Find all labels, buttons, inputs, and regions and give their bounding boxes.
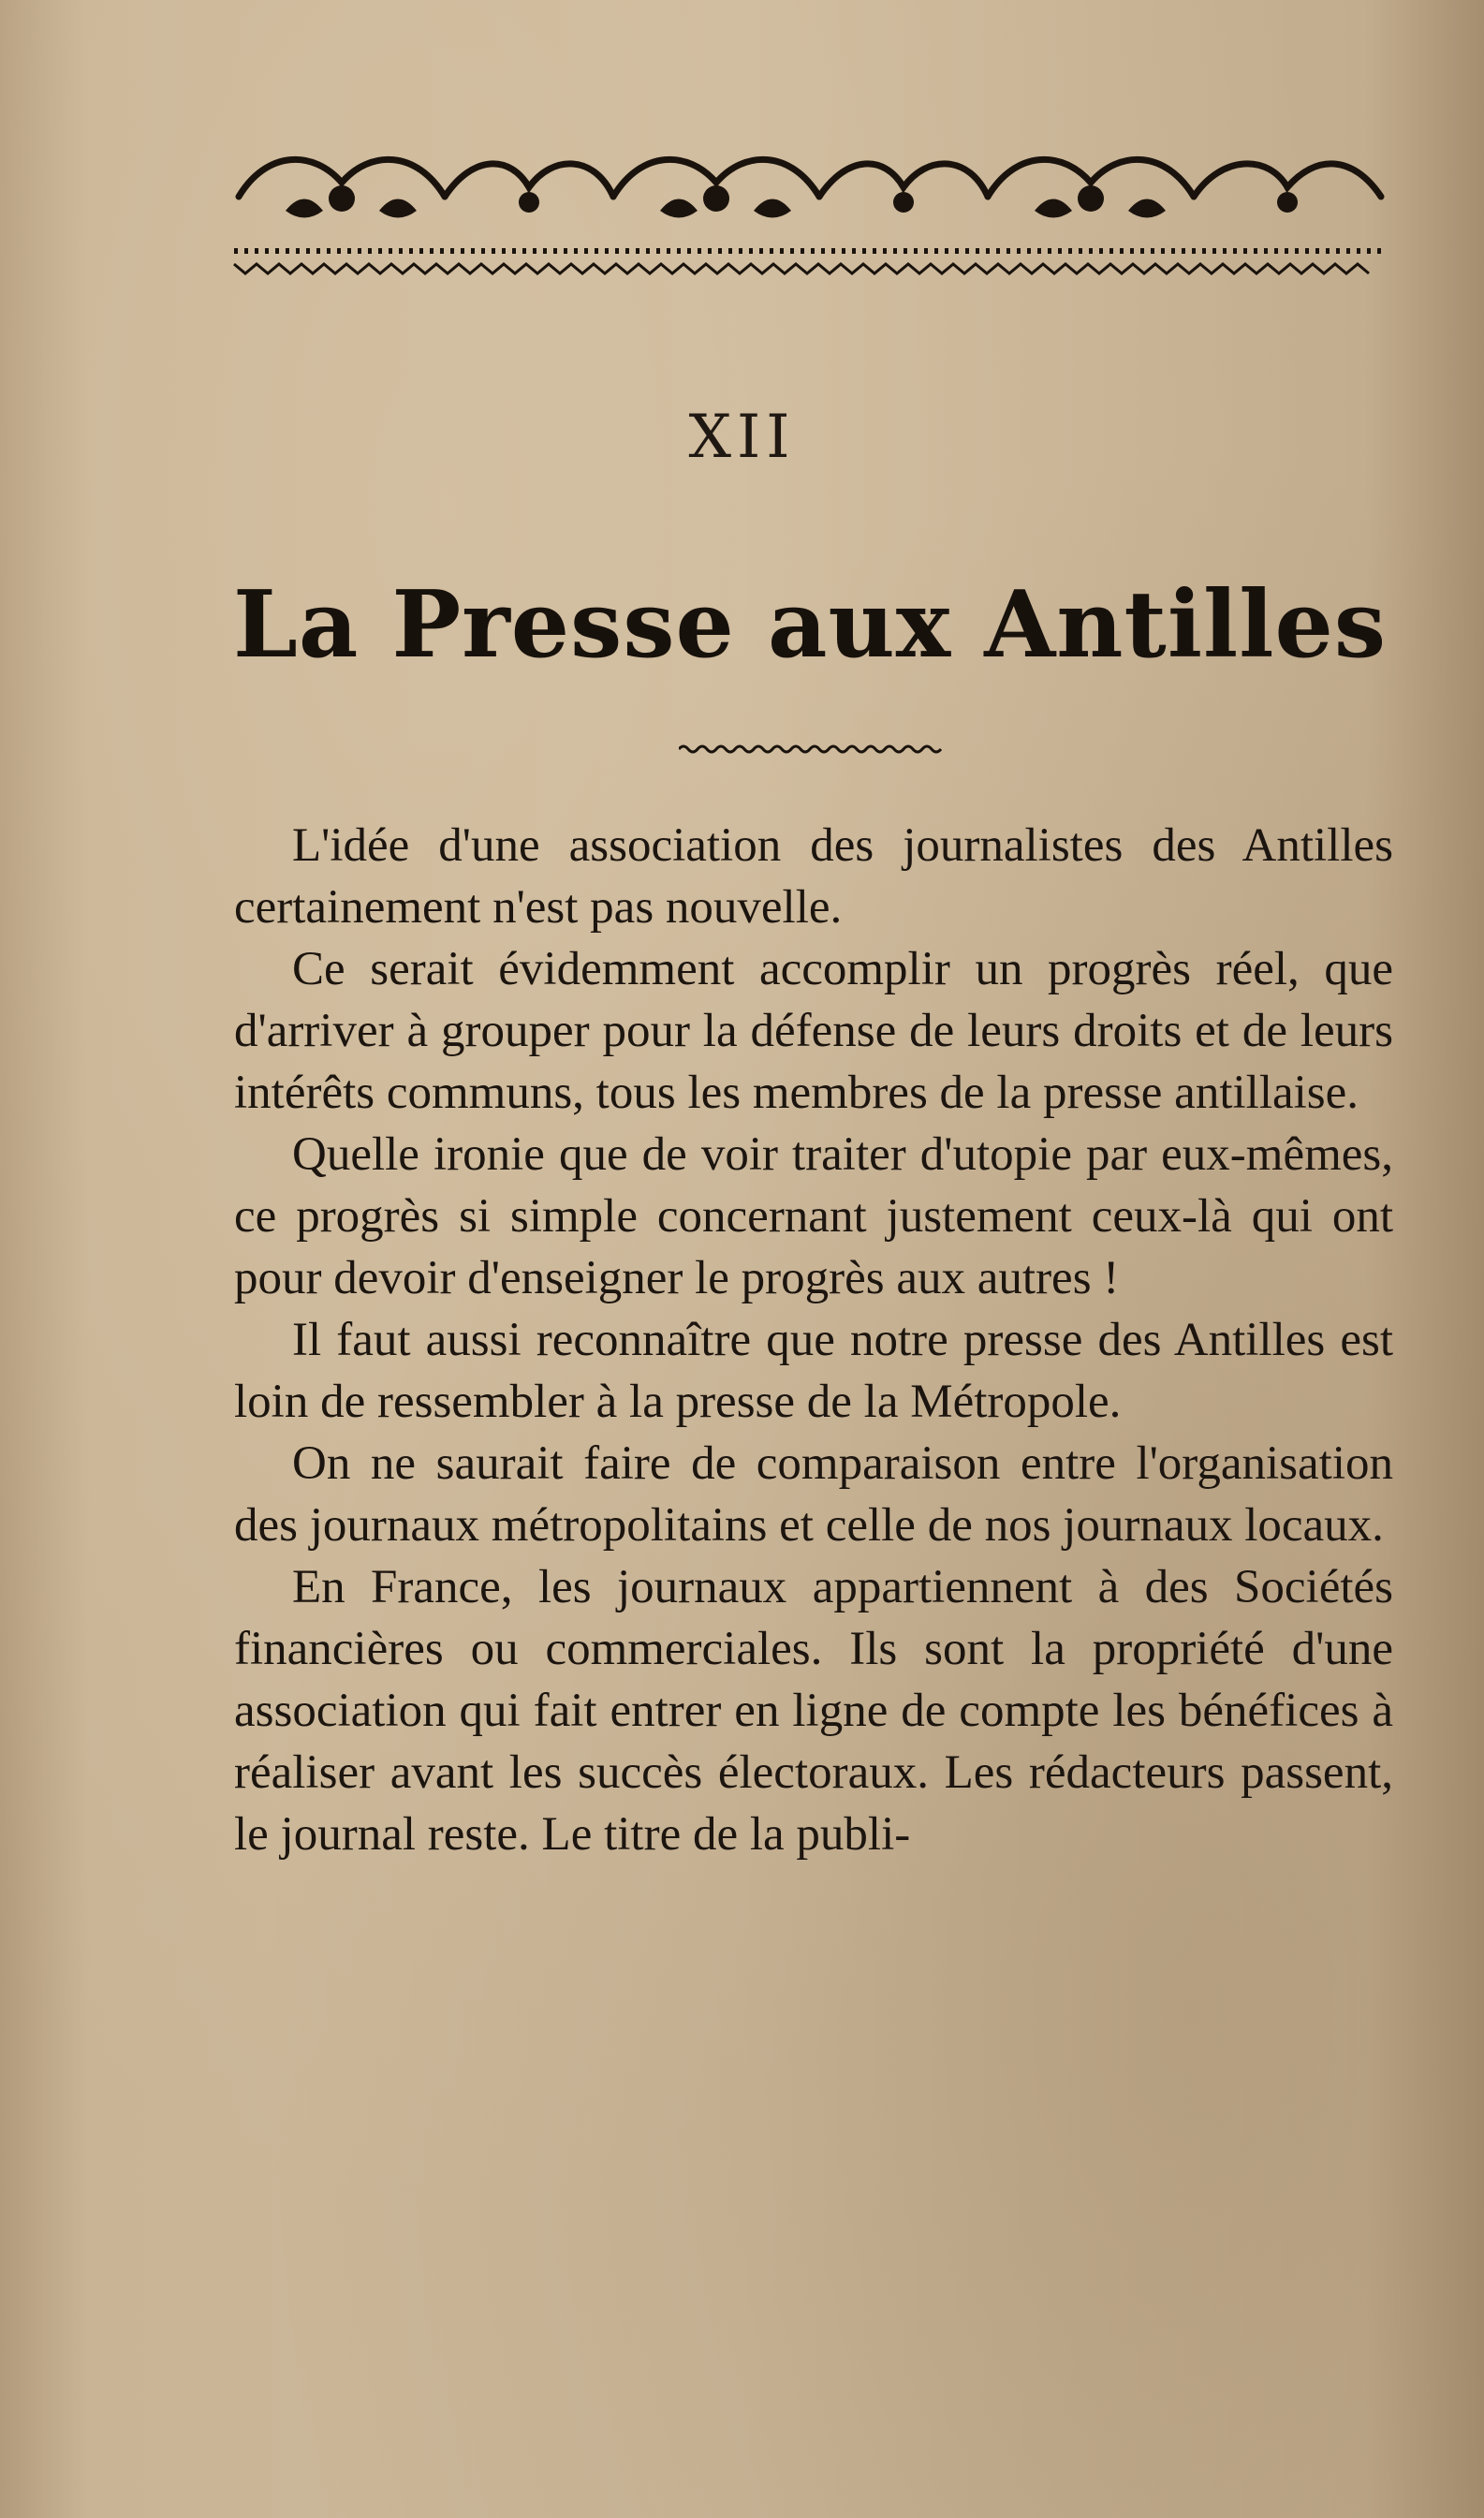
chapter-title: La Presse aux Antilles [232, 571, 1388, 679]
paragraph: Ce serait évidemment accomplir un progrès réel, que d'arriver à grouper pour la défense de leurs droits et de leurs intérêts communs, tous les membres de la presse antillaise. [234, 943, 1393, 1119]
chapter-body [234, 815, 1393, 1865]
paragraph: En France, les journaux appartiennent à des Sociétés financières ou commerciales. Ils sont la propriété d'une association qui fait entrer en ligne de compte les bénéfices à réaliser avant les succès électoraux. Les rédacteurs passent, le journal reste. Le titre de la publi- [234, 1561, 1393, 1861]
paragraph: Il faut aussi reconnaître que notre presse des Antilles est loin de ressembler à la presse de la Métropole. [234, 1314, 1393, 1428]
paragraph: On ne saurait faire de comparaison entre l'organisation des journaux métropolitains et celle de nos journaux locaux. [234, 1437, 1393, 1552]
title-underline-ornament [679, 740, 946, 758]
chapter-number: XII [688, 403, 796, 472]
paragraph: L'idée d'une association des journalistes des Antilles certainement n'est pas nouvelle. [234, 819, 1393, 934]
decorative-headband [229, 140, 1390, 281]
paragraph: Quelle ironie que de voir traiter d'utopie par eux-mêmes, ce progrès si simple concernant justement ceux-là qui ont pour devoir d'enseigner le progrès aux autres ! [234, 1128, 1393, 1304]
